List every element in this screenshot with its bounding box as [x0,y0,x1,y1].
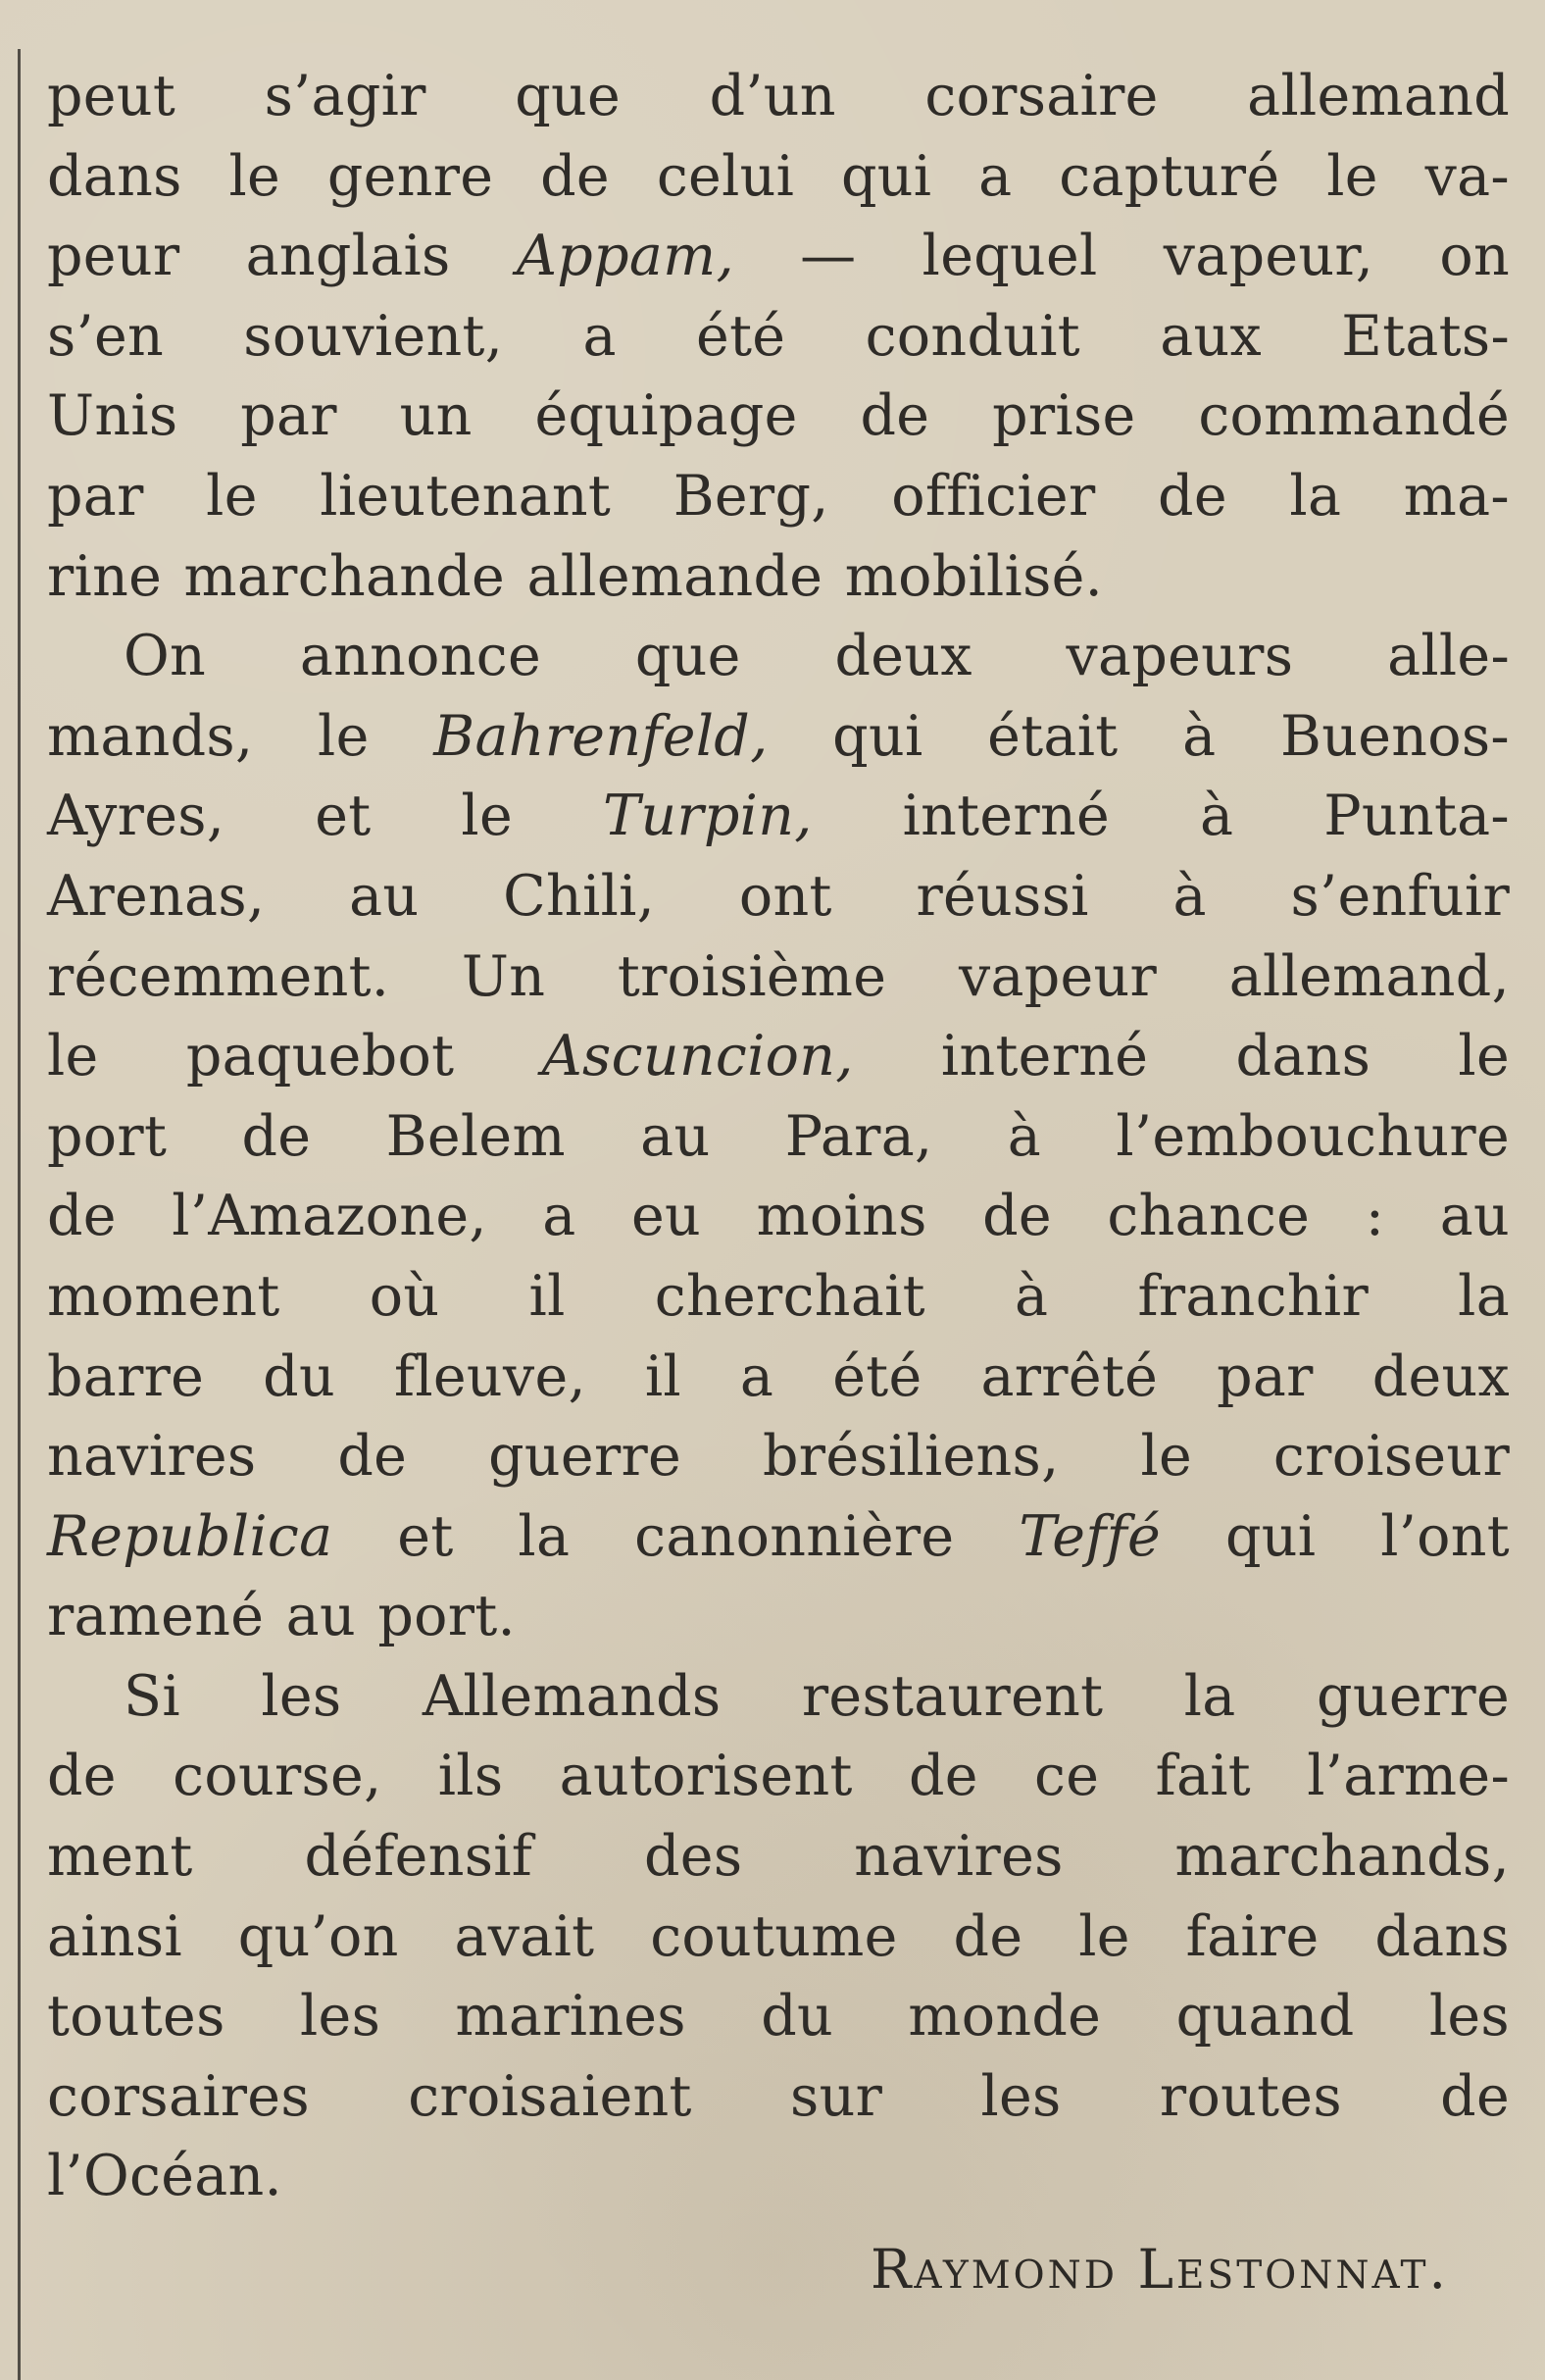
line-9: mands, le Bahrenfeld, qui était à Buenos- [47,703,1510,769]
line-24: ainsi qu’on avait coutume de le faire dans [47,1903,1510,1969]
line-27: l’Océan. [47,2144,282,2209]
line-1: peut s’agir que d’un corsaire allemand [47,64,1510,128]
line-4: s’en souvient, a été conduit aux Etats- [47,303,1510,369]
line-13: le paquebot Ascuncion, interné dans le [47,1024,1510,1089]
article-body [47,57,1510,2217]
line-25: toutes les marines du monde quand les [47,1984,1510,2050]
column-rule [18,49,21,2380]
author-signature: Raymond Lestonnat. [871,2238,1449,2301]
line-10: Ayres, et le Turpin, interné à Punta- [47,784,1510,849]
line-12: récemment. Un troisième vapeur allemand, [47,943,1510,1009]
line-16: moment où il cherchait à franchir la [47,1263,1510,1329]
line-14: port de Belem au Para, à l’embouchure [47,1103,1510,1169]
line-6: par le lieutenant Berg, officier de la ma- [47,463,1510,529]
line-2: dans le genre de celui qui a capturé le va- [47,143,1510,209]
line-17: barre du fleuve, il a été arrêté par deux [47,1343,1510,1409]
line-8: On annonce que deux vapeurs alle- [124,624,1510,689]
line-26: corsaires croisaient sur les routes de [47,2063,1510,2129]
line-3: peur anglais Appam, — lequel vapeur, on [47,224,1510,289]
line-20: ramené au port. [47,1584,516,1649]
line-22: de course, ils autorisent de ce fait l’arme- [47,1744,1510,1809]
line-18: navires de guerre brésiliens, le croiseur [47,1424,1510,1490]
line-11: Arenas, au Chili, ont réussi à s’enfuir [47,863,1510,929]
line-7: rine marchande allemande mobilisé. [47,543,1104,609]
line-23: ment défensif des navires marchands, [47,1824,1510,1890]
line-15: de l’Amazone, a eu moins de chance : au [47,1184,1510,1249]
line-5: Unis par un équipage de prise commandé [47,383,1510,449]
line-19: Republica et la canonnière Teffé qui l’ont [47,1503,1510,1569]
line-21: Si les Allemands restaurent la guerre [124,1663,1510,1729]
